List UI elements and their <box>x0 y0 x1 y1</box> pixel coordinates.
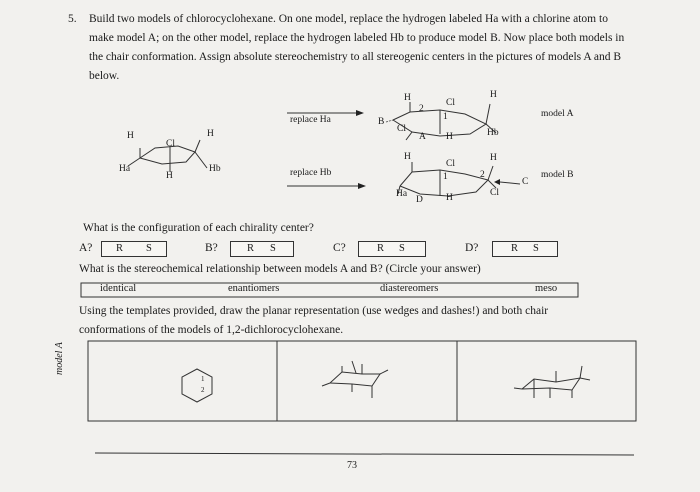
model-a-cl-left: Cl <box>397 124 406 134</box>
option-enantiomers[interactable]: enantiomers <box>228 283 280 294</box>
model-a-b: B <box>378 117 385 127</box>
config-a-label: A? <box>79 242 93 254</box>
model-b-ha: Ha <box>396 189 408 199</box>
model-b-n2: 2 <box>480 170 485 180</box>
left-hb: Hb <box>209 164 221 174</box>
model-b-cl: Cl <box>446 159 455 169</box>
template-panels <box>88 341 636 455</box>
config-prompt: What is the configuration of each chirality center? <box>83 222 314 234</box>
left-h-top-left: H <box>127 131 134 141</box>
option-identical[interactable]: identical <box>100 283 137 294</box>
model-b-cl2: Cl <box>490 188 499 198</box>
config-b-r[interactable]: R <box>247 243 255 254</box>
arrow-top-label: replace Ha <box>290 115 331 125</box>
model-b-d: D <box>416 195 423 205</box>
config-a-s[interactable]: S <box>146 243 152 254</box>
model-b-chair <box>398 162 520 196</box>
config-d-r[interactable]: R <box>511 243 519 254</box>
model-b-c: C <box>522 177 529 187</box>
config-c-r[interactable]: R <box>377 243 385 254</box>
model-b-label: model B <box>541 170 574 180</box>
config-a-r[interactable]: R <box>116 243 124 254</box>
question-line-1: Build two models of chlorocyclohexane. On one model, replace the hydrogen labeled Ha with a chlorine atom to <box>89 13 608 25</box>
config-b-label: B? <box>205 242 218 254</box>
config-c-label: C? <box>333 242 346 254</box>
chair-template-1 <box>322 361 388 398</box>
model-a-label: model A <box>541 109 574 119</box>
side-label-model-a: model A <box>54 342 65 375</box>
left-cl: Cl <box>166 139 175 149</box>
chair-template-2 <box>514 366 590 398</box>
option-meso[interactable]: meso <box>535 283 558 294</box>
model-a-n2: 2 <box>419 104 424 114</box>
model-a-hb: Hb <box>487 128 499 138</box>
question-line-4: below. <box>89 70 120 82</box>
hex-number-2: 2 <box>201 386 205 394</box>
page-number: 73 <box>347 460 357 471</box>
model-a-h2: H <box>490 90 497 100</box>
config-b-box[interactable] <box>230 241 294 257</box>
model-b-n1: 1 <box>443 172 448 182</box>
relationship-box <box>81 283 578 297</box>
config-c-s[interactable]: S <box>399 243 405 254</box>
model-a-cl-top: Cl <box>446 98 455 108</box>
model-a-a: A <box>419 132 426 142</box>
hex-number-1: 1 <box>201 375 205 383</box>
model-a-chair <box>386 102 496 140</box>
relationship-prompt: What is the stereochemical relationship between models A and B? (Circle your answer) <box>79 263 481 275</box>
templates-line-1: Using the templates provided, draw the planar representation (use wedges and dashes!) and both chair <box>79 305 549 317</box>
model-a-h3: H <box>446 132 453 142</box>
model-b-h2: H <box>490 153 497 163</box>
config-a-box[interactable] <box>101 241 167 257</box>
left-ha: Ha <box>119 164 131 174</box>
question-number: 5. <box>68 13 77 25</box>
left-h-top-right: H <box>207 129 214 139</box>
model-a-h1: H <box>404 93 411 103</box>
config-b-s[interactable]: S <box>270 243 276 254</box>
config-d-s[interactable]: S <box>533 243 539 254</box>
templates-line-2: conformations of the models of 1,2-dichlorocyclohexane. <box>79 324 344 336</box>
model-b-h3: H <box>446 193 453 203</box>
config-d-box[interactable] <box>492 241 558 257</box>
model-a-n1: 1 <box>443 112 448 122</box>
config-c-box[interactable] <box>358 241 426 257</box>
question-line-2: make model A; on the other model, replace the hydrogen labeled Hb to produce model B. Now place both models in <box>89 32 625 44</box>
arrow-bottom-label: replace Hb <box>290 168 332 178</box>
option-diastereomers[interactable]: diastereomers <box>380 283 439 294</box>
left-h-bottom: H <box>166 171 173 181</box>
question-line-3: the chair conformation. Assign absolute stereochemistry to all stereogenic centers in the pictures of models A and B <box>89 51 622 63</box>
config-d-label: D? <box>465 242 479 254</box>
model-b-h1: H <box>404 152 411 162</box>
hexagon-template <box>182 369 212 402</box>
